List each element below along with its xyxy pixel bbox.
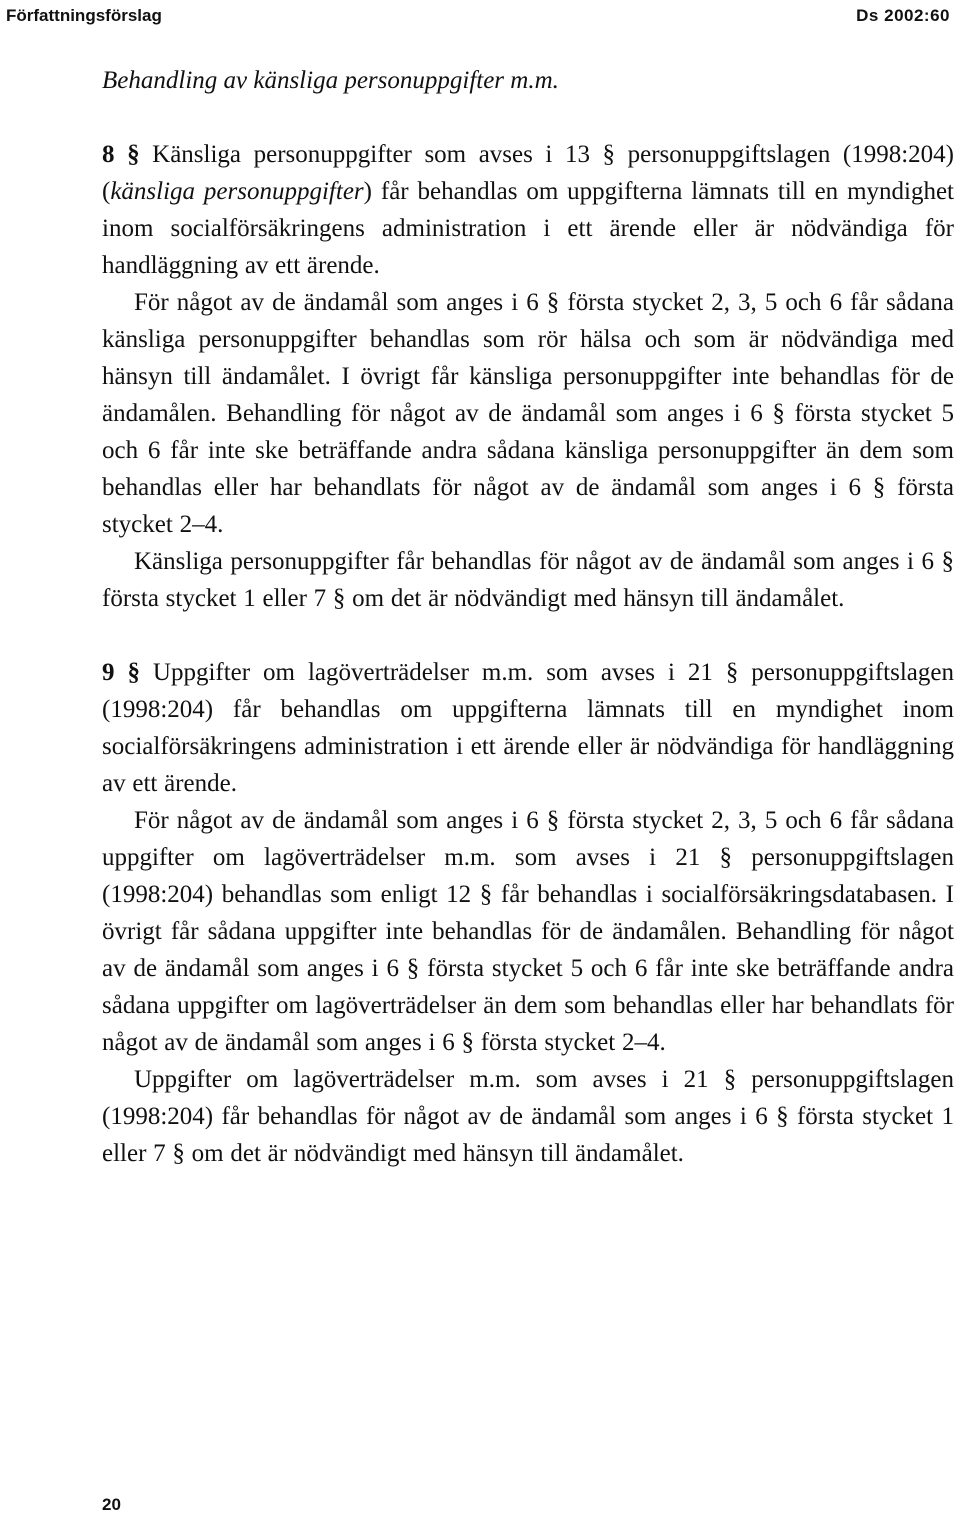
- section-9-number: 9 §: [102, 659, 140, 686]
- page-number: 20: [102, 1495, 121, 1514]
- section-8-defined-term: känsliga personuppgifter: [110, 178, 364, 205]
- section-8-number: 8 §: [102, 141, 140, 168]
- section-8-paragraph-2: För något av de ändamål som anges i 6 § första stycket 2, 3, 5 och 6 får sådana känsliga personuppgifter behandlas som rör hälsa och som är nödvändiga med hänsyn till ändamålet. I övrigt får känsliga personuppgifter inte behandlas för de ändamålen. Behandling för något av de ändamål som anges i 6 § första stycket 5 och 6 får inte ske beträffande andra sådana känsliga personuppgifter än dem som behandlas eller har behandlats för något av de ändamål som anges i 6 § första stycket 2–4.: [102, 289, 954, 538]
- section-8-p1-text: Känsliga personuppgifter som avses i 13 § personuppgiftslagen (1998:204) (: [102, 141, 954, 205]
- section-9: [102, 654, 954, 1172]
- document-body: [102, 62, 954, 1172]
- document-reference: Ds 2002:60: [856, 6, 950, 25]
- section-8: [102, 136, 954, 617]
- section-8-p1-rest: ) får behandlas om uppgifterna lämnats till en myndighet inom socialförsäkringens administration i ett ärende eller är nödvändiga för handläggning av ett ärende.: [102, 178, 954, 279]
- section-heading: Behandling av känsliga personuppgifter m.m.: [102, 67, 559, 94]
- section-9-paragraph-3: Uppgifter om lagöverträdelser m.m. som avses i 21 § personuppgiftslagen (1998:204) får behandlas för något av de ändamål som anges i 6 § första stycket 1 eller 7 § om det är nödvändigt med hänsyn till ändamålet.: [102, 1066, 954, 1167]
- section-8-paragraph-1: [102, 136, 954, 284]
- document-type-label: Författningsförslag: [6, 6, 162, 25]
- section-9-paragraph-1: [102, 654, 954, 802]
- page-header: [6, 4, 950, 28]
- section-8-paragraph-3: Känsliga personuppgifter får behandlas för något av de ändamål som anges i 6 § första stycket 1 eller 7 § om det är nödvändigt med hänsyn till ändamålet.: [102, 548, 954, 612]
- section-9-paragraph-2: För något av de ändamål som anges i 6 § första stycket 2, 3, 5 och 6 får sådana uppgifter om lagöverträdelser m.m. som avses i 21 § personuppgiftslagen (1998:204) behandlas som enligt 12 § får behandlas i socialförsäkringsdatabasen. I övrigt får sådana uppgifter inte behandlas för de ändamålen. Behandling för något av de ändamål som anges i 6 § första stycket 5 och 6 får inte ske beträffande andra sådana uppgifter om lagöverträdelser än dem som behandlas eller har behandlats för något av de ändamål som anges i 6 § första stycket 2–4.: [102, 807, 954, 1056]
- section-9-p1-text: Uppgifter om lagöverträdelser m.m. som avses i 21 § personuppgiftslagen (1998:204) får behandlas om uppgifterna lämnats till en myndighet inom socialförsäkringens administration i ett ärende eller är nödvändiga för handläggning av ett ärende.: [102, 659, 954, 797]
